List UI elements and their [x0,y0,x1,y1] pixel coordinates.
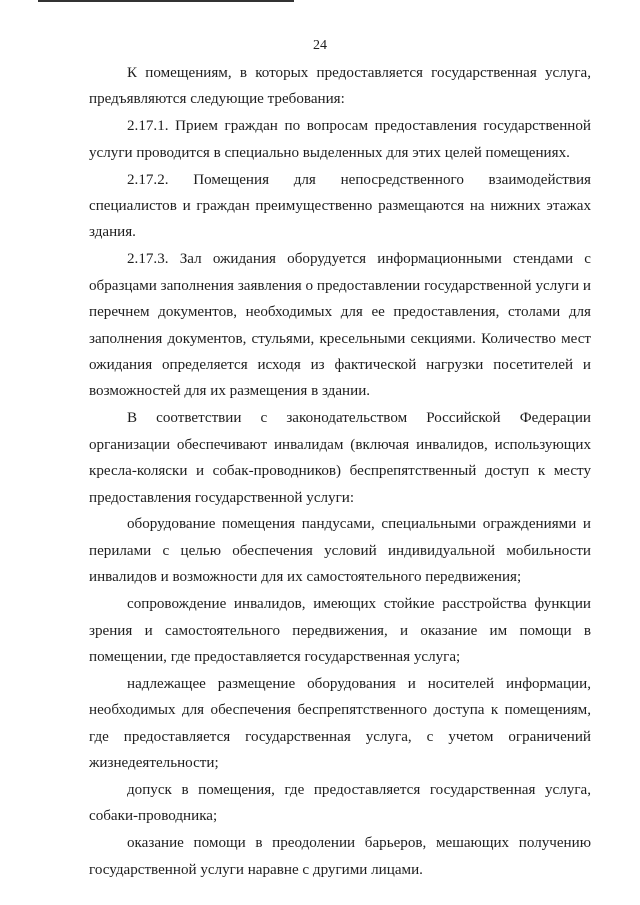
top-edge-rule [38,0,294,2]
list-item-barrier-help: оказание помощи в преодолении барьеров, мешающих получению государственной услуги наравне с другими лицами. [89,835,591,878]
paragraph-disability-access: В соответствии с законодательством Российской Федерации организации обеспечивают инвалидам (включая инвалидов, использующих кресла-коляски и собак-проводников) беспрепятственный доступ к месту предоставления государственной услуги: [89,410,591,506]
paragraph-2-17-1: 2.17.1. Прием граждан по вопросам предоставления государственной услуги проводится в специально выделенных для этих целей помещениях. [89,118,591,161]
paragraph-2-17-3: 2.17.3. Зал ожидания оборудуется информационными стендами с образцами заполнения заявления о предоставлении государственной услуги и перечнем документов, необходимых для ее предоставления, столами для заполнения документов, стульями, кресельными секциями. Количество мест ожидания определяется исходя из фактической нагрузки посетителей и возможностей для их размещения в здании. [89,251,591,400]
paragraph-premises-requirements: К помещениям, в которых предоставляется государственная услуга, предъявляются следующие требования: [89,65,591,108]
list-item-escort: сопровождение инвалидов, имеющих стойкие расстройства функции зрения и самостоятельного передвижения, и оказание им помощи в помещении, где предоставляется государственная услуга; [89,596,591,665]
paragraph-2-17-2: 2.17.2. Помещения для непосредственного взаимодействия специалистов и граждан преимущественно размещаются на нижних этажах здания. [89,171,591,241]
list-item-ramps: оборудование помещения пандусами, специальными ограждениями и перилами с целью обеспечения условий индивидуальной мобильности инвалидов и возможности для их самостоятельного передвижения; [89,516,591,586]
document-body [89,60,591,884]
list-item-equipment-placement: надлежащее размещение оборудования и носителей информации, необходимых для обеспечения беспрепятственного доступа к помещениям, где предоставляется государственная услуга, с учетом ограничений жизнедеятельности; [89,675,591,772]
page-number: 24 [313,38,327,53]
list-item-guide-dog: допуск в помещения, где предоставляется государственная услуга, собаки-проводника; [89,781,591,825]
